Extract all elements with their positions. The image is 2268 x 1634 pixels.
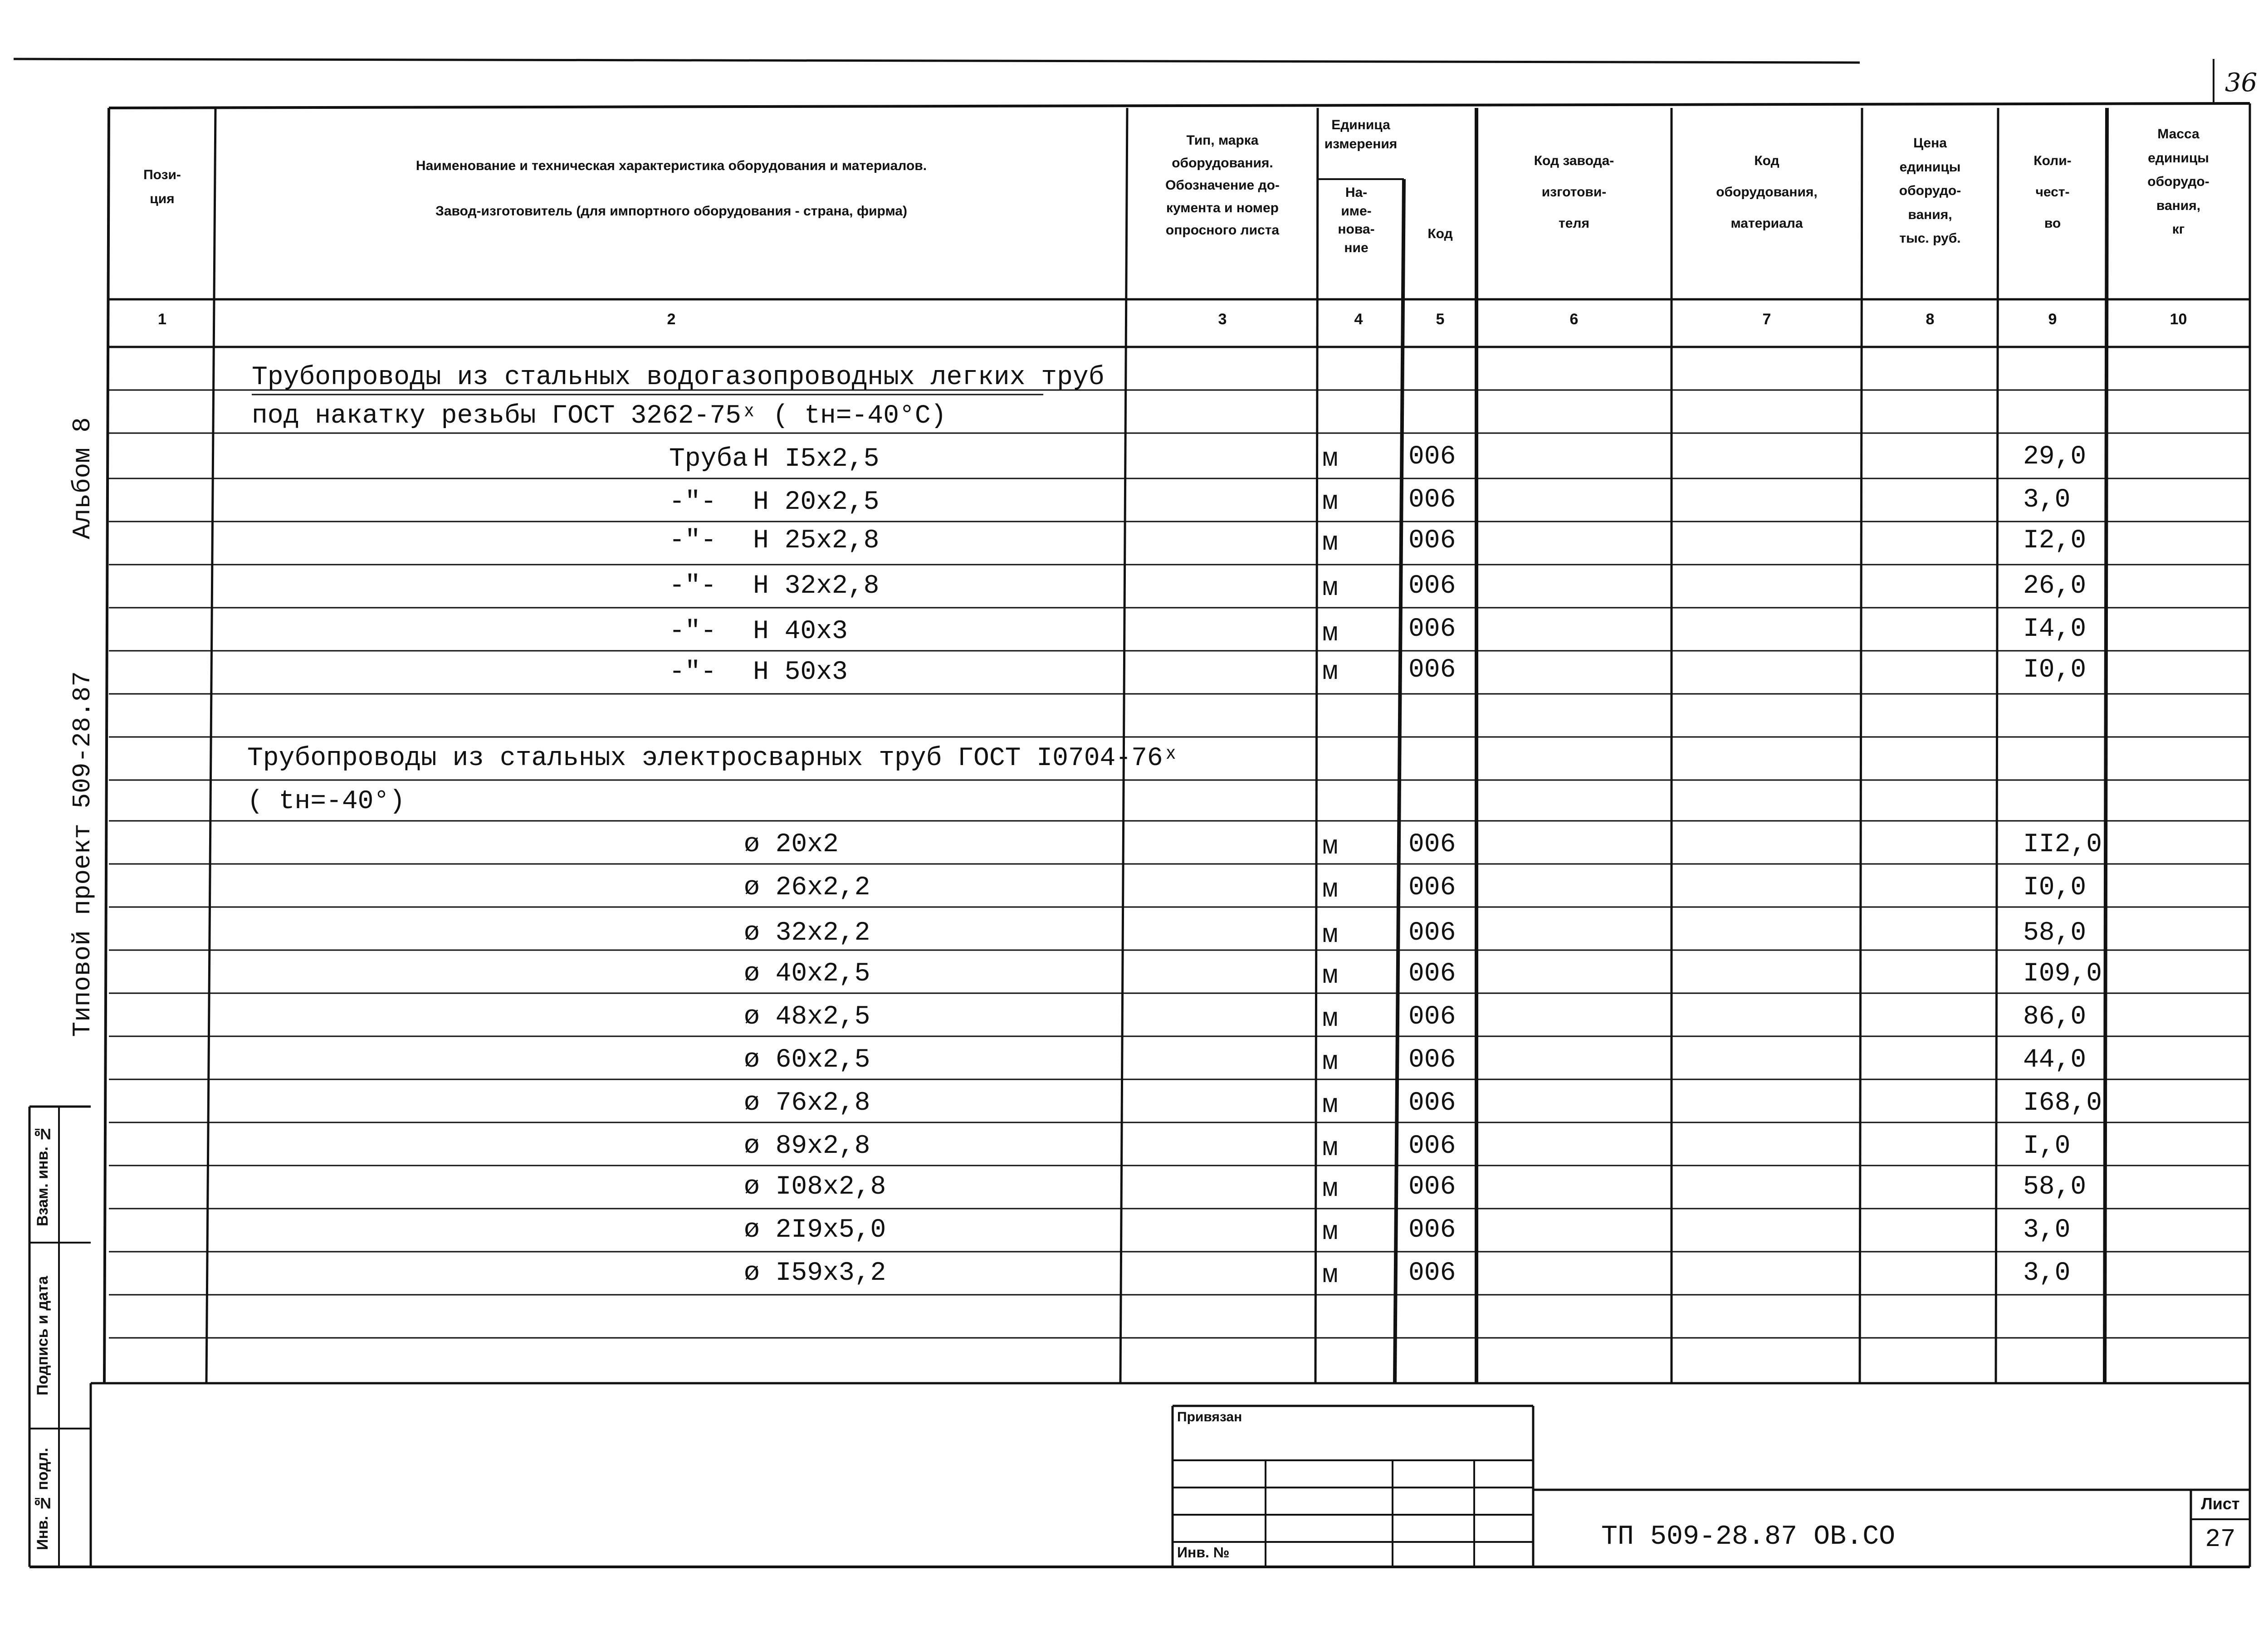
column-number-7: 7 <box>1762 311 1771 328</box>
sheet-number: 27 <box>2205 1525 2236 1554</box>
item-quantity: I,0 <box>2023 1132 2071 1161</box>
section2-title-line1: Трубопроводы из стальных электросварных труб ГОСТ I0704-76ˣ <box>247 744 1179 773</box>
item-code: 006 <box>1408 1215 1456 1245</box>
item-quantity: I2,0 <box>2023 526 2087 556</box>
item-unit: м <box>1322 1005 1338 1034</box>
item-prefix: -"- <box>669 658 717 687</box>
item-name: ø 26x2,2 <box>744 873 870 902</box>
item-code: 006 <box>1408 918 1456 948</box>
item-quantity: 3,0 <box>2023 1215 2071 1245</box>
column-number-8: 8 <box>1926 311 1935 328</box>
item-name: ø I59x3,2 <box>744 1258 886 1288</box>
header-unit-group: Единица измерения <box>1324 117 1398 151</box>
item-prefix: -"- <box>669 617 717 646</box>
item-code: 006 <box>1408 1258 1456 1288</box>
item-quantity: 3,0 <box>2023 485 2071 515</box>
item-name: ø 40x2,5 <box>744 959 870 989</box>
item-unit: м <box>1322 1134 1338 1163</box>
item-unit: м <box>1322 1175 1338 1204</box>
section1-title-line2: под накатку резьбы ГОСТ 3262-75ˣ ( tн=-40°С) <box>252 401 947 431</box>
column-number-3: 3 <box>1218 311 1227 328</box>
item-quantity: I68,0 <box>2023 1088 2102 1118</box>
header-quantity: Коли- чест- во <box>2033 153 2072 231</box>
column-number-2: 2 <box>667 311 676 328</box>
item-unit: м <box>1322 1261 1338 1290</box>
item-quantity: 44,0 <box>2023 1045 2087 1075</box>
item-quantity: II2,0 <box>2023 830 2102 859</box>
item-unit: м <box>1322 1091 1338 1120</box>
item-unit: м <box>1322 875 1338 905</box>
column-number-4: 4 <box>1354 311 1363 328</box>
item-quantity: 58,0 <box>2023 918 2087 948</box>
header-price: Цена единицы оборудо- вания, тыс. руб. <box>1899 136 1961 246</box>
item-code: 006 <box>1408 442 1456 472</box>
document-code: ТП 509-28.87 ОВ.СО <box>1601 1522 1896 1552</box>
sheet-label: Лист <box>2201 1494 2240 1513</box>
item-unit: м <box>1322 444 1338 474</box>
privyazan-label: Привязан <box>1177 1410 1242 1424</box>
item-code: 006 <box>1408 959 1456 989</box>
item-quantity: I0,0 <box>2023 655 2087 685</box>
column-number-9: 9 <box>2048 311 2057 328</box>
item-unit: м <box>1322 574 1338 603</box>
header-plant-code: Код завода- изготови- теля <box>1534 153 1614 231</box>
item-name: ø 32x2,2 <box>744 918 870 948</box>
item-name: Н 25x2,8 <box>753 526 880 556</box>
header-equipment-code: Код оборудования, материала <box>1716 153 1818 231</box>
column-number-6: 6 <box>1569 311 1579 328</box>
item-code: 006 <box>1408 1088 1456 1118</box>
header-position: Пози- ция <box>143 167 181 206</box>
item-name: Н 20x2,5 <box>753 488 880 517</box>
corner-page-number: 36 <box>2225 68 2258 98</box>
stamp-replace-label: Взам. инв. № <box>34 1125 51 1227</box>
item-prefix: -"- <box>669 571 717 601</box>
header-unit-name: На- име- нова- ние <box>1338 185 1375 255</box>
item-unit: м <box>1322 528 1338 558</box>
item-name: Н 40x3 <box>753 617 848 646</box>
item-quantity: 3,0 <box>2023 1258 2071 1288</box>
section1-title-line1: Трубопроводы из стальных водогазопроводных легких труб <box>252 363 1105 392</box>
header-name-line2: Завод-изготовитель (для импортного оборудования - страна, фирма) <box>435 204 907 219</box>
item-code: 006 <box>1408 1172 1456 1202</box>
item-name: ø 89x2,8 <box>744 1132 870 1161</box>
item-unit: м <box>1322 1218 1338 1247</box>
project-label: Типовой проект 509-28.87 <box>68 671 97 1037</box>
item-unit: м <box>1322 921 1338 950</box>
header-type: Тип, марка оборудования. Обозначение до- кумента и номер опросного листа <box>1165 133 1280 238</box>
header-mass: Масса единицы оборудо- вания, кг <box>2147 127 2209 237</box>
item-name: ø 76x2,8 <box>744 1088 870 1118</box>
item-code: 006 <box>1408 526 1456 556</box>
item-quantity: 58,0 <box>2023 1172 2087 1202</box>
item-code: 006 <box>1408 873 1456 902</box>
item-code: 006 <box>1408 571 1456 601</box>
item-code: 006 <box>1408 485 1456 515</box>
item-quantity: I09,0 <box>2023 959 2102 989</box>
item-name: ø 60x2,5 <box>744 1045 870 1075</box>
column-number-5: 5 <box>1436 311 1445 328</box>
item-code: 006 <box>1408 830 1456 859</box>
item-name: Н I5x2,5 <box>753 444 880 474</box>
item-code: 006 <box>1408 615 1456 644</box>
item-prefix: -"- <box>669 526 717 556</box>
item-unit: м <box>1322 961 1338 991</box>
column-number-1: 1 <box>158 311 166 328</box>
item-quantity: I4,0 <box>2023 615 2087 644</box>
item-unit: м <box>1322 1048 1338 1077</box>
item-unit: м <box>1322 832 1338 862</box>
album-label: Альбом 8 <box>68 417 97 539</box>
section2-title-line2: ( tн=-40°) <box>247 787 406 816</box>
item-code: 006 <box>1408 1132 1456 1161</box>
header-unit-code: Код <box>1427 226 1453 241</box>
item-name: Н 50x3 <box>753 658 848 687</box>
item-code: 006 <box>1408 1045 1456 1075</box>
stamp-signature-label: Подпись и дата <box>34 1276 51 1395</box>
item-name: ø 20x2 <box>744 830 839 859</box>
item-unit: м <box>1322 619 1338 649</box>
item-quantity: I0,0 <box>2023 873 2087 902</box>
item-name: ø I08x2,8 <box>744 1172 886 1202</box>
item-name: ø 2I9x5,0 <box>744 1215 886 1245</box>
header-name-line1: Наименование и техническая характеристика оборудования и материалов. <box>415 158 927 173</box>
item-prefix: -"- <box>669 488 717 517</box>
item-prefix: Труба <box>669 444 748 474</box>
item-name: ø 48x2,5 <box>744 1002 870 1032</box>
item-quantity: 29,0 <box>2023 442 2087 472</box>
item-code: 006 <box>1408 655 1456 685</box>
item-unit: м <box>1322 488 1338 517</box>
item-unit: м <box>1322 658 1338 687</box>
item-code: 006 <box>1408 1002 1456 1032</box>
stamp-inv-label: Инв. № подл. <box>34 1448 51 1550</box>
column-number-10: 10 <box>2170 311 2187 328</box>
item-name: Н 32x2,8 <box>753 571 880 601</box>
item-quantity: 26,0 <box>2023 571 2087 601</box>
inv-number-label: Инв. № <box>1177 1544 1230 1561</box>
item-quantity: 86,0 <box>2023 1002 2087 1032</box>
